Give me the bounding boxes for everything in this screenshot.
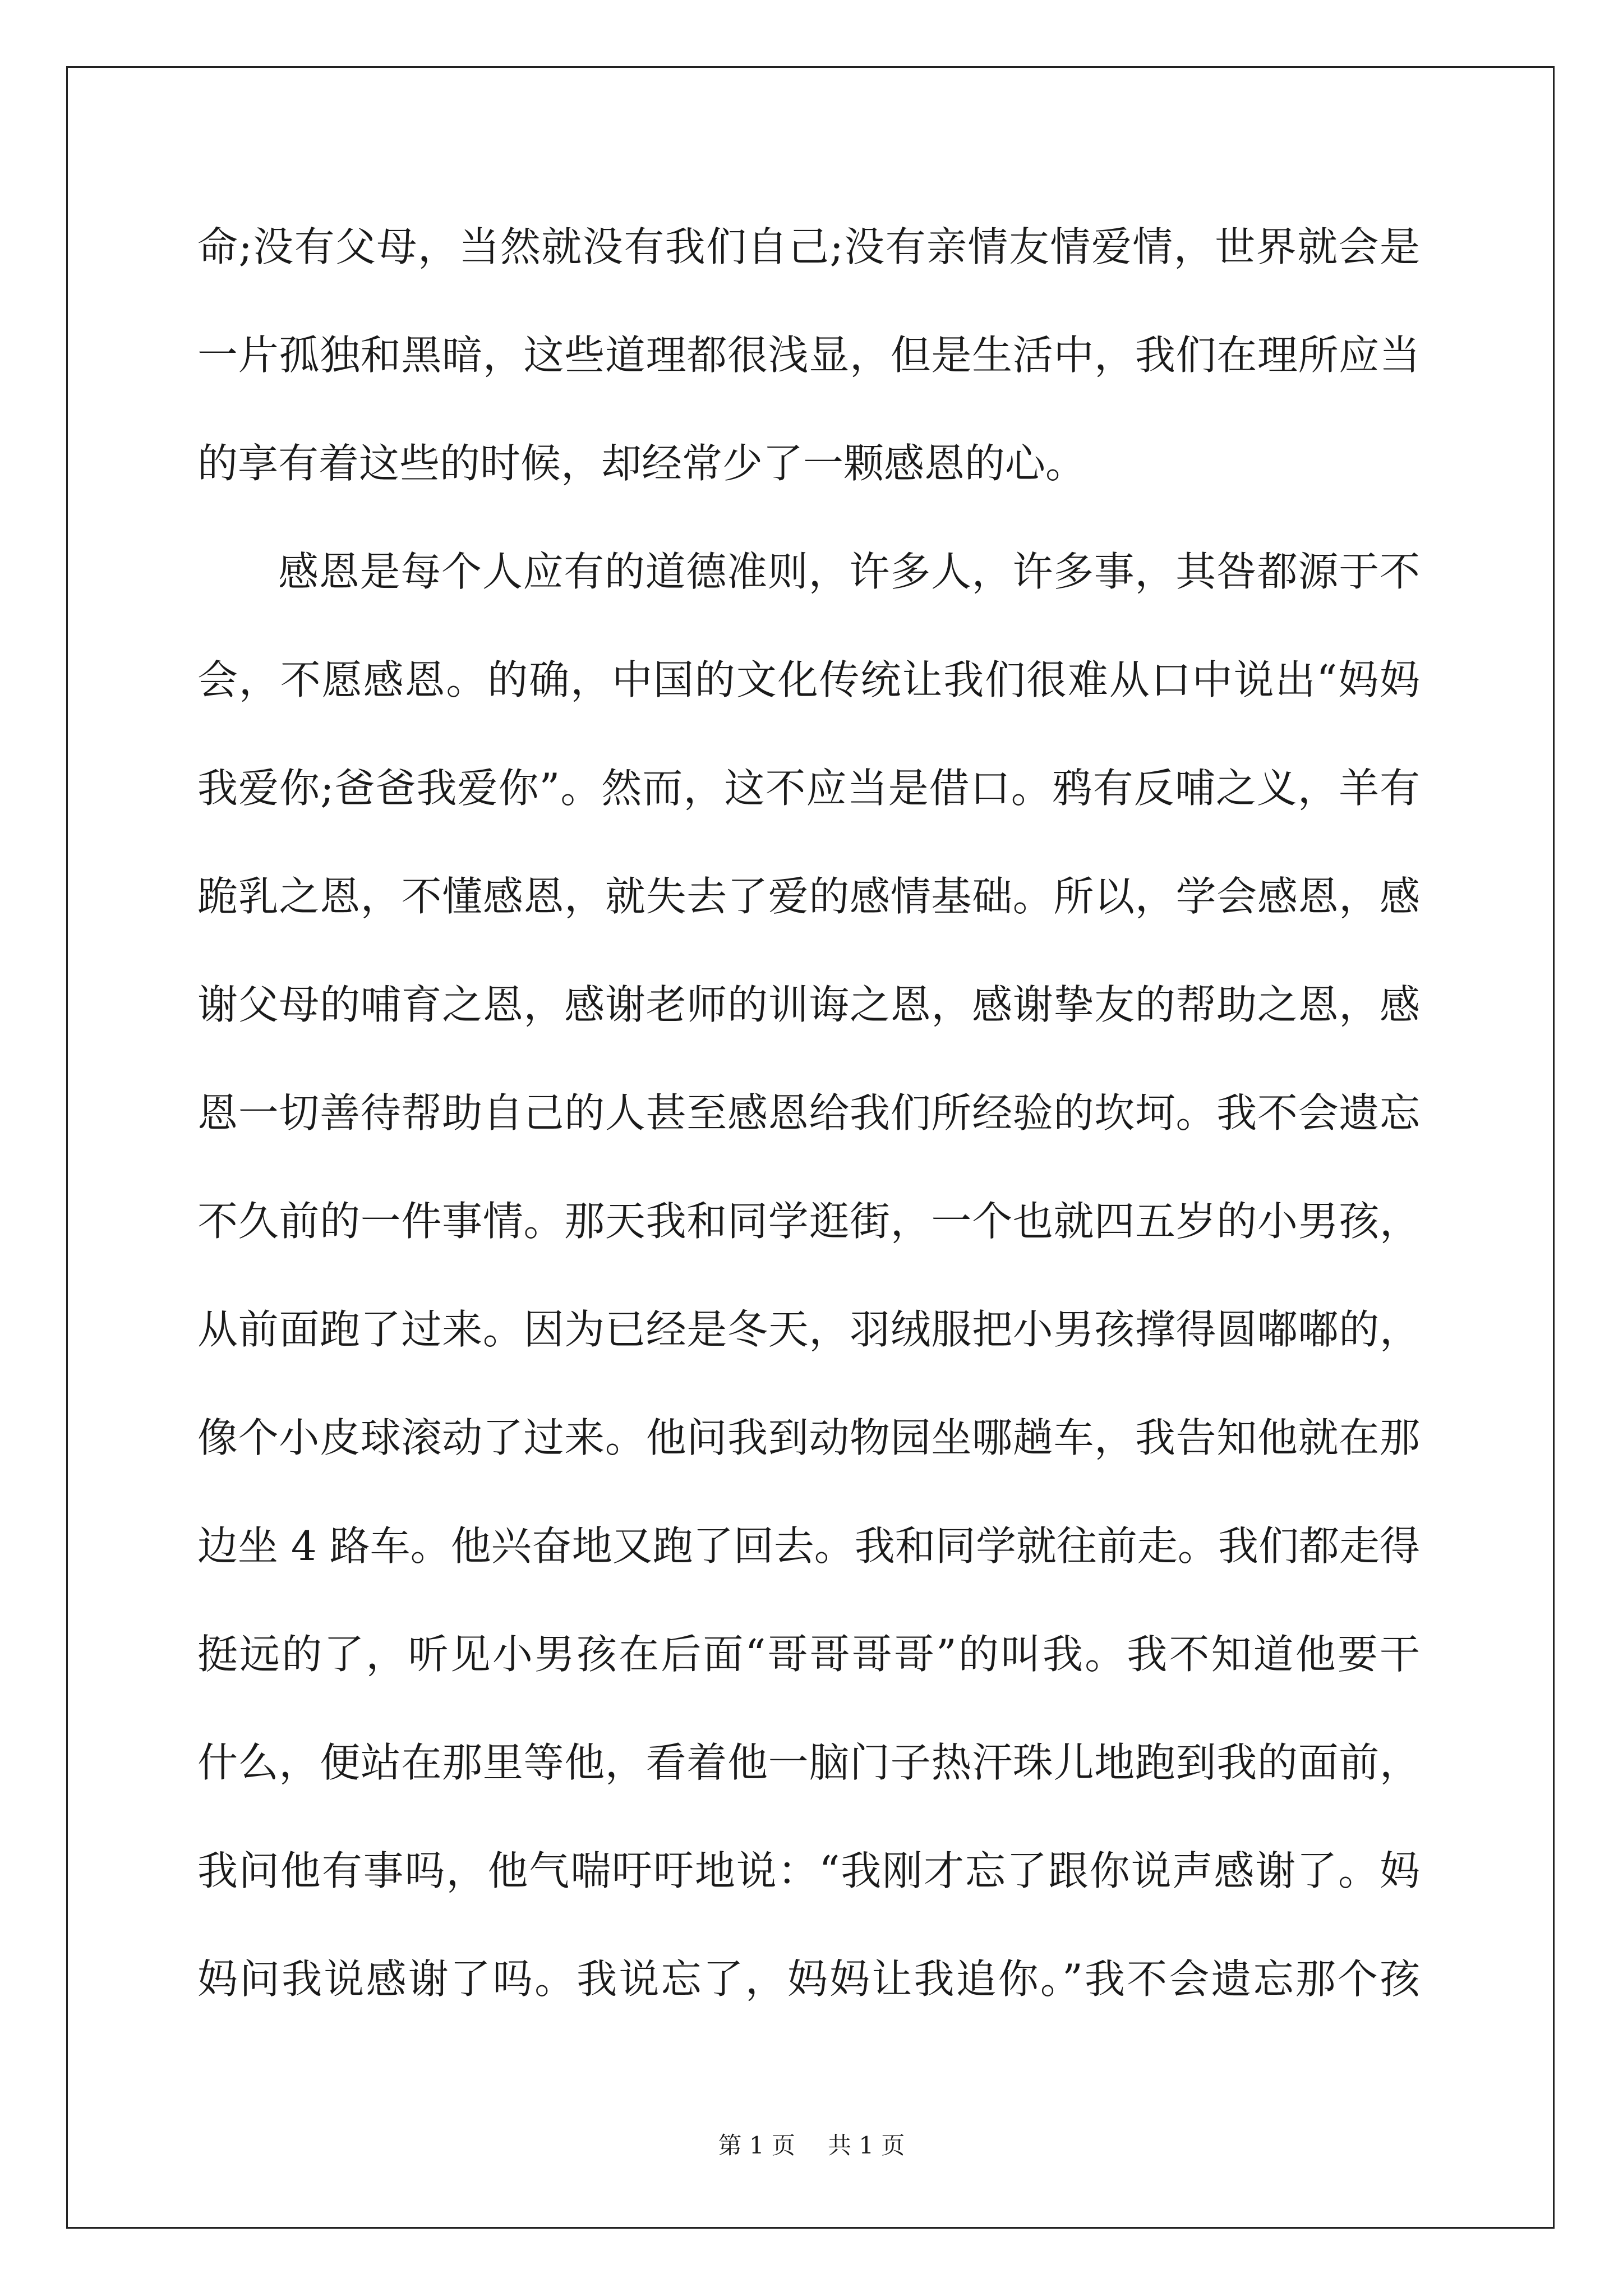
text-line: 边坐 4 路车。他兴奋地又跑了回去。我和同学就往前走。我们都走得 [197,1522,1420,1570]
text-line: 像个小皮球滚动了过来。他问我到动物园坐哪趟车，我告知他就在那 [197,1414,1420,1461]
text-line: 什么，便站在那里等他，看着他一脑门子热汗珠儿地跑到我的面前， [197,1739,1420,1786]
text-line: 挺远的了，听见小男孩在后面“哥哥哥哥”的叫我。我不知道他要干 [197,1631,1420,1678]
text-line: 谢父母的哺育之恩，感谢老师的训诲之恩，感谢挚友的帮助之恩，感 [197,981,1420,1028]
text-line: 的享有着这些的时候，却经常少了一颗感恩的心。 [197,440,1086,487]
text-line: 从前面跑了过来。因为已经是冬天，羽绒服把小男孩撑得圆嘟嘟的， [197,1306,1420,1353]
text-line: 会，不愿感恩。的确，中国的文化传统让我们很难从口中说出“妈妈 [197,656,1420,703]
text-line: 命;没有父母，当然就没有我们自己;没有亲情友情爱情，世界就会是 [197,223,1420,270]
text-line: 跪乳之恩，不懂感恩，就失去了爱的感情基础。所以，学会感恩，感 [197,873,1420,920]
document-body [197,193,1420,2033]
text-line: 我爱你;爸爸我爱你”。然而，这不应当是借口。鸦有反哺之义，羊有 [197,765,1420,812]
text-line: 我问他有事吗，他气喘吁吁地说：“我刚才忘了跟你说声感谢了。妈 [197,1847,1420,1894]
text-line: 感恩是每个人应有的道德准则，许多人，许多事，其咎都源于不 [278,548,1420,595]
text-line: 妈问我说感谢了吗。我说忘了，妈妈让我追你。”我不会遗忘那个孩 [197,1955,1420,2003]
text-line: 恩一切善待帮助自己的人甚至感恩给我们所经验的坎坷。我不会遗忘 [197,1089,1420,1137]
page-footer [0,2129,1623,2162]
text-line: 一片孤独和黑暗，这些道理都很浅显，但是生活中，我们在理所应当 [197,332,1420,379]
page-number: 第 1 页 [718,2132,795,2159]
page-total: 共 1 页 [828,2132,905,2159]
text-line: 不久前的一件事情。那天我和同学逛街，一个也就四五岁的小男孩， [197,1198,1420,1245]
